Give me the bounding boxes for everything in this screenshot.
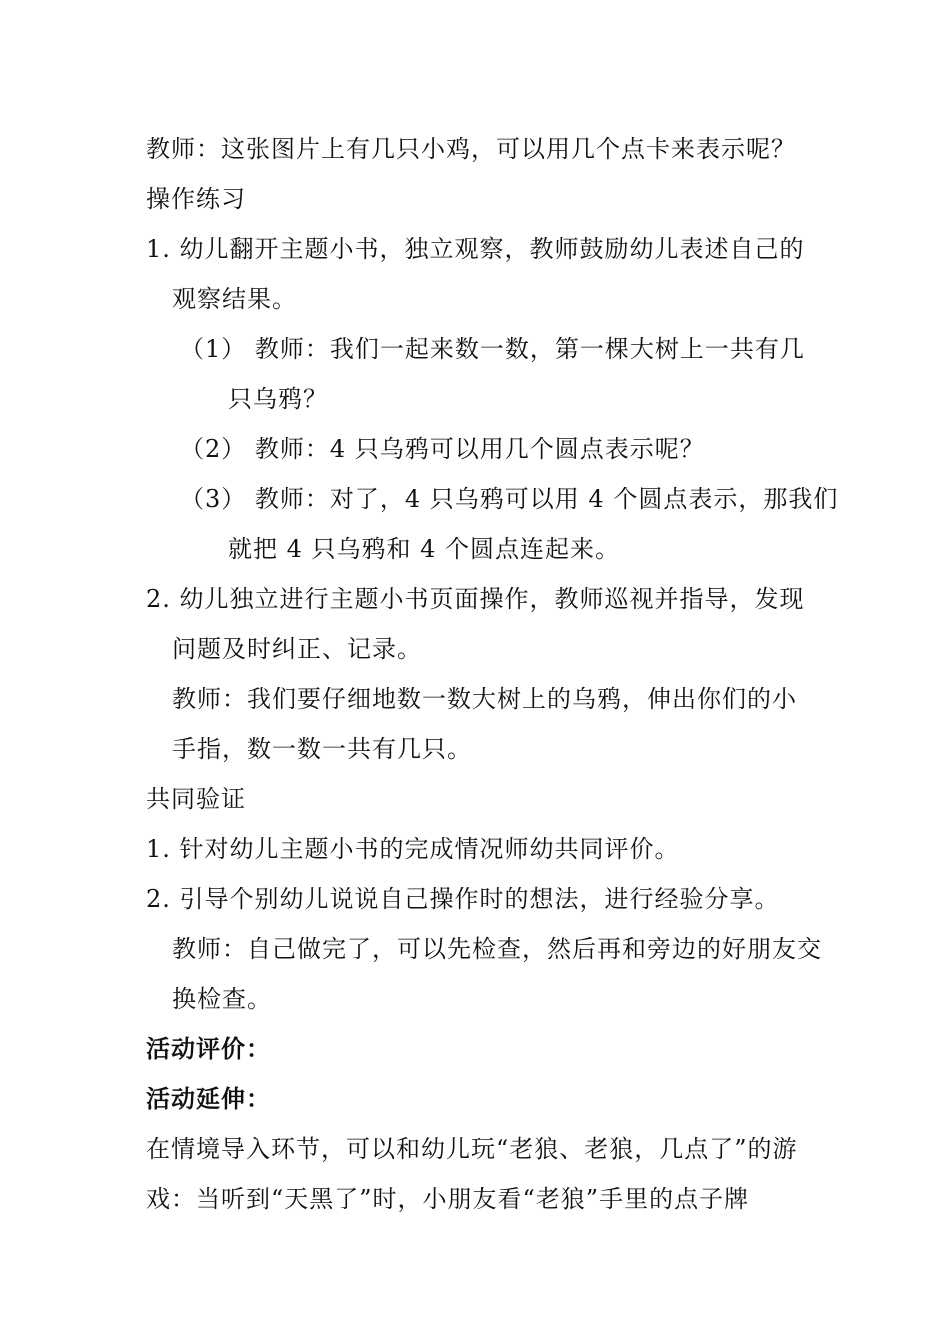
teacher-quote-continuation: 手指，数一数一共有几只。: [172, 735, 472, 763]
section-heading: 共同验证: [146, 785, 246, 813]
sub-list-item: （3） 教师：对了，4 只乌鸦可以用 4 个圆点表示，那我们: [180, 485, 839, 513]
paragraph-line: 在情境导入环节，可以和幼儿玩“老狼、老狼，几点了”的游: [146, 1135, 798, 1163]
paragraph-line: 戏：当听到“天黑了”时，小朋友看“老狼”手里的点子牌: [146, 1185, 750, 1213]
sub-list-item: （2） 教师：4 只乌鸦可以用几个圆点表示呢？: [180, 435, 705, 463]
teacher-quote-continuation: 换检查。: [172, 985, 272, 1013]
list-item-continuation: 问题及时纠正、记录。: [172, 635, 422, 663]
activity-extension-heading: 活动延伸：: [146, 1084, 271, 1113]
sub-list-item: （1） 教师：我们一起来数一数，第一棵大树上一共有几: [180, 335, 805, 363]
teacher-quote: 教师：自己做完了，可以先检查，然后再和旁边的好朋友交: [172, 935, 822, 963]
list-item: 2. 引导个别幼儿说说自己操作时的想法，进行经验分享。: [146, 885, 780, 913]
teacher-quote: 教师：我们要仔细地数一数大树上的乌鸦，伸出你们的小: [172, 685, 797, 713]
section-heading: 操作练习: [146, 185, 246, 213]
list-item-continuation: 观察结果。: [172, 285, 297, 313]
list-item: 1. 幼儿翻开主题小书，独立观察，教师鼓励幼儿表述自己的: [146, 235, 805, 263]
sub-list-item-continuation: 就把 4 只乌鸦和 4 个圆点连起来。: [228, 535, 621, 563]
list-item: 2. 幼儿独立进行主题小书页面操作，教师巡视并指导，发现: [146, 585, 805, 613]
list-item: 1. 针对幼儿主题小书的完成情况师幼共同评价。: [146, 835, 680, 863]
paragraph-line: 教师：这张图片上有几只小鸡，可以用几个点卡来表示呢？: [146, 135, 796, 163]
sub-list-item-continuation: 只乌鸦？: [228, 385, 328, 413]
activity-evaluation-heading: 活动评价：: [146, 1034, 271, 1063]
